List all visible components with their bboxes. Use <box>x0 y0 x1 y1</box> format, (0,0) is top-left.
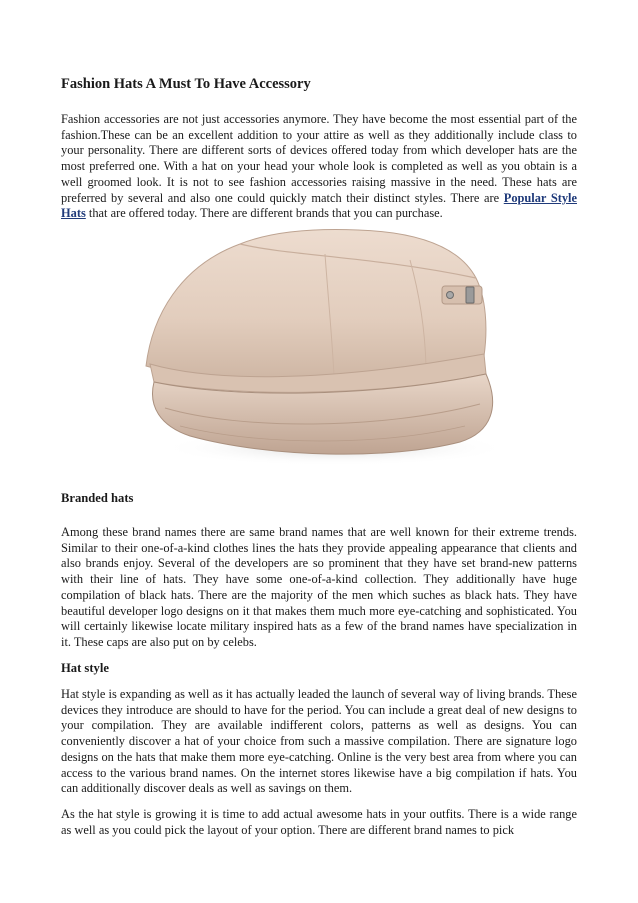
section-heading-branded-hats: Branded hats <box>61 491 134 505</box>
hat-image <box>120 216 520 478</box>
popular-style-hats-link[interactable]: Popular Style Hats <box>61 190 577 221</box>
intro-text-after-link: that are offered today. There are different brands that you can purchase. <box>85 206 443 221</box>
intro-text-before-link: Fashion accessories are not just accessories anymore. They have become the most essential part of the fashion.These can be an excellent addition to your attire as well as they additionally include class to your personality. There are different sorts of devices offered today from which developer hats are the most preferred one. With a hat on your head your whole look is completed as well as you obtain is a well groomed look. It is not to see fashion accessories raising massive in the need. These hats are preferred by several and also one could quickly match their distinct styles. There are <box>61 112 577 205</box>
article-title: Fashion Hats A Must To Have Accessory <box>61 76 311 92</box>
military-cap-icon <box>120 216 520 478</box>
hat-style-paragraph-1: Hat style is expanding as well as it has actually leaded the launch of several way of living brands. These devices they introduce are should to have for the period. You can include a great deal of new designs to your compilation. They are available indifferent colors, patterns as well as designs. You can conveniently discover a hat of your choice from such a massive compilation. There are signature logo designs on the hats that make them more eye-catching. Online is the very best area from where you can access to the various brand names. On the internet stores likewise have a big compilation if hats. You can additionally discover deals as well as savings on them. <box>61 687 577 796</box>
intro-paragraph <box>61 112 577 222</box>
branded-hats-paragraph: Among these brand names there are same brand names that are well known for their extreme trends. Similar to their one-of-a-kind clothes lines the hats they provide appealing appearance that clients and also brands enjoy. Several of the developers are so prominent that they have set brand-new patterns with their line of hats. They have some one-of-a-kind collection. They additionally have huge compilation of black hats. There are the majority of the men which suches as black hats. They have beautiful developer logo designs on it that makes them much more eye-catching and sophisticated. You will certainly likewise locate military inspired hats as a few of the brand names have specialization in it. These caps are also put on by celebs. <box>61 525 577 649</box>
section-heading-hat-style: Hat style <box>61 661 109 675</box>
hat-style-paragraph-2: As the hat style is growing it is time to add actual awesome hats in your outfits. There is a wide range as well as you could pick the layout of your option. There are different brand names to pick <box>61 807 577 837</box>
